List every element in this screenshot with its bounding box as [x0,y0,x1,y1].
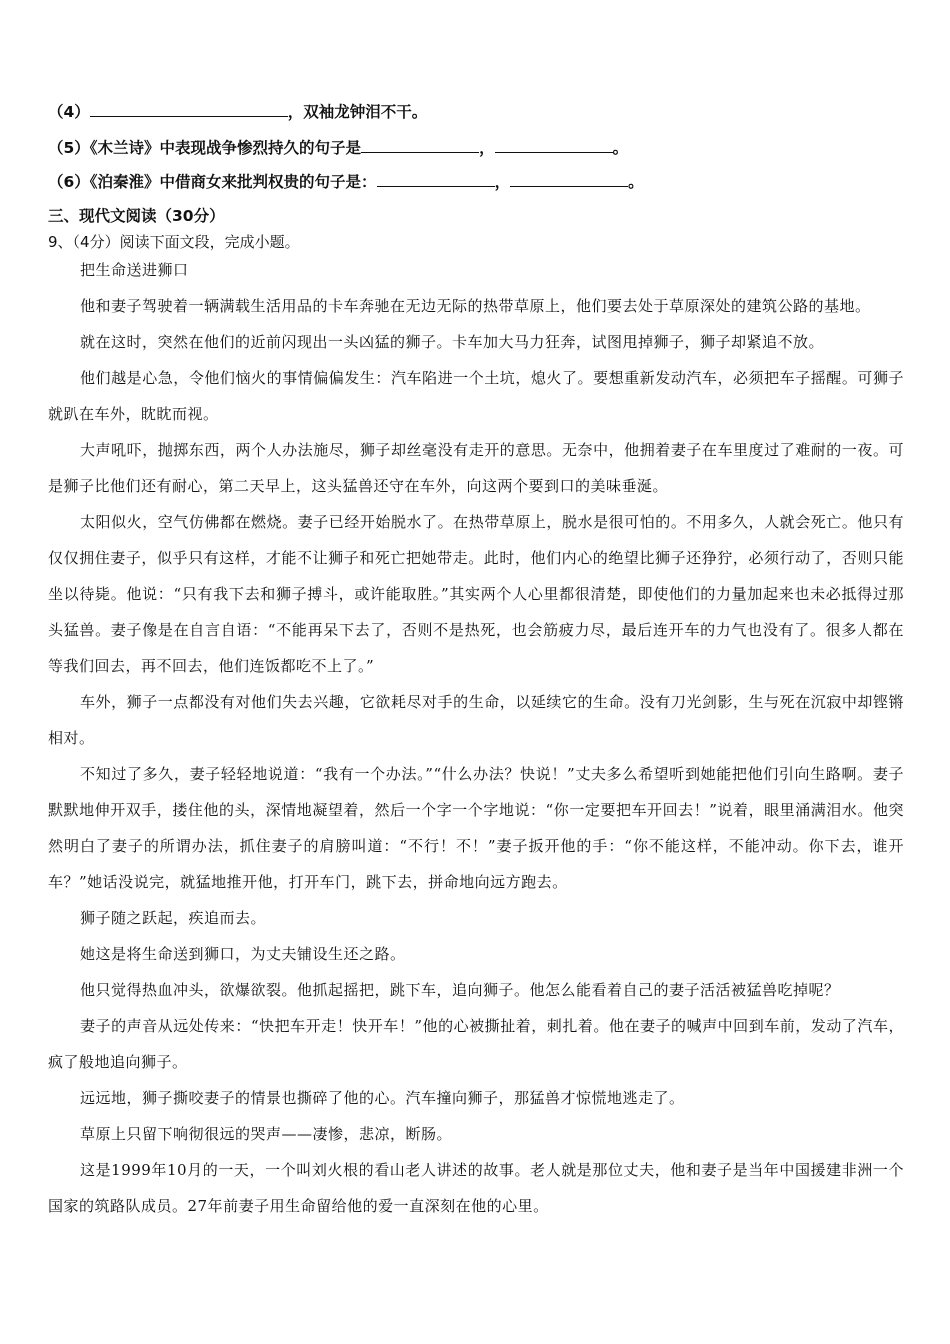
article-paragraph: 远远地，狮子撕咬妻子的情景也撕碎了他的心。汽车撞向狮子，那猛兽才惊慌地逃走了。 [80,1089,685,1107]
question-5-end: 。 [612,139,629,157]
article-paragraph: 不知过了多久，妻子轻轻地说道：“我有一个办法。”“什么办法？快说！”丈夫多么希望听到她能把他们引向生路啊。妻子默默地伸开双手，搂住他的头，深情地凝望着，然后一个字一个字地说：“你一定要把车开回去！”说着，眼里涌满泪水。他突然明白了妻子的所谓办法，抓住妻子的肩膀叫道：“不行！不！”妻子扳开他的手：“你不能这样，不能冲动。你下去，谁开车？”她话没说完，就猛地推开他，打开车门，跳下去，拼命地向远方跑去。 [48,765,904,891]
article-paragraph: 她这是将生命送到狮口，为丈夫铺设生还之路。 [80,945,406,963]
question-5-text: 《木兰诗》中表现战争惨烈持久的句子是 [89,139,362,157]
question-6-text: 《泊秦淮》中借商女来批判权贵的句子是： [89,173,377,191]
answer-blank-6b[interactable] [510,172,628,187]
question-6-end: 。 [628,173,644,191]
question-5 [48,138,628,158]
article-paragraph: 车外，狮子一点都没有对他们失去兴趣，它欲耗尽对手的生命，以延续它的生命。没有刀光剑影，生与死在沉寂中却铿锵相对。 [48,693,904,747]
question-5-number: （5） [48,139,90,157]
section-heading: 三、现代文阅读（30分） [48,207,225,225]
article-paragraph: 这是1999年10月的一天，一个叫刘火根的看山老人讲述的故事。老人就是那位丈夫，他和妻子是当年中国援建非洲一个国家的筑路队成员。27年前妻子用生命留给他的爱一直深刻在他的心里。 [48,1161,904,1215]
answer-blank-6a[interactable] [377,172,495,187]
question-4-number: （4） [48,103,90,121]
article-paragraph: 狮子随之跃起，疾追而去。 [80,909,267,927]
article-paragraph: 大声吼吓，抛掷东西，两个人办法施尽，狮子却丝毫没有走开的意思。无奈中，他拥着妻子在车里度过了难耐的一夜。可是狮子比他们还有耐心，第二天早上，这头猛兽还守在车外，向这两个要到口的美味垂涎。 [48,441,904,495]
question-6-separator: ， [494,173,511,191]
article-body [48,252,904,1224]
article-title: 把生命送进狮口 [80,261,189,279]
article-paragraph: 他们越是心急，令他们恼火的事情偏偏发生：汽车陷进一个土坑，熄火了。要想重新发动汽车，必须把车子摇醒。可狮子就趴在车外，眈眈而视。 [48,369,904,423]
article-paragraph: 他和妻子驾驶着一辆满载生活用品的卡车奔驰在无边无际的热带草原上，他们要去处于草原深处的建筑公路的基地。 [80,297,871,315]
question-9-intro: 9、（4分）阅读下面文段，完成小题。 [48,233,300,251]
article-paragraph: 太阳似火，空气仿佛都在燃烧。妻子已经开始脱水了。在热带草原上，脱水是很可怕的。不用多久，人就会死亡。他只有仅仅拥住妻子，似乎只有这样，才能不让狮子和死亡把她带走。此时，他们内心的绝望比狮子还狰狞，必须行动了，否则只能坐以待毙。他说：“只有我下去和狮子搏斗，或许能取胜。”其实两个人心里都很清楚，即使他们的力量加起来也未必抵得过那头猛兽。妻子像是在自言自语：“不能再呆下去了，否则不是热死，也会筋疲力尽，最后连开车的力气也没有了。很多人都在等我们回去，再不回去，他们连饭都吃不上了。” [48,513,904,675]
answer-blank-5b[interactable] [495,138,613,153]
question-4 [48,102,427,122]
question-4-text: ，双袖龙钟泪不干。 [287,103,428,121]
article-paragraph: 就在这时，突然在他们的近前闪现出一头凶猛的狮子。卡车加大马力狂奔，试图甩掉狮子，狮子却紧追不放。 [80,333,825,351]
question-5-separator: ， [479,139,495,157]
question-6-number: （6） [48,173,90,191]
question-6 [48,172,644,192]
article-paragraph: 草原上只留下响彻很远的哭声——凄惨，悲凉，断肠。 [80,1125,453,1143]
article-paragraph: 妻子的声音从远处传来：“快把车开走！快开车！”他的心被撕扯着，刺扎着。他在妻子的喊声中回到车前，发动了汽车，疯了般地追向狮子。 [48,1017,904,1071]
answer-blank-4[interactable] [90,102,288,117]
article-paragraph: 他只觉得热血冲头，欲爆欲裂。他抓起摇把，跳下车，追向狮子。他怎么能看着自己的妻子活活被猛兽吃掉呢？ [80,981,840,999]
answer-blank-5a[interactable] [361,138,479,153]
